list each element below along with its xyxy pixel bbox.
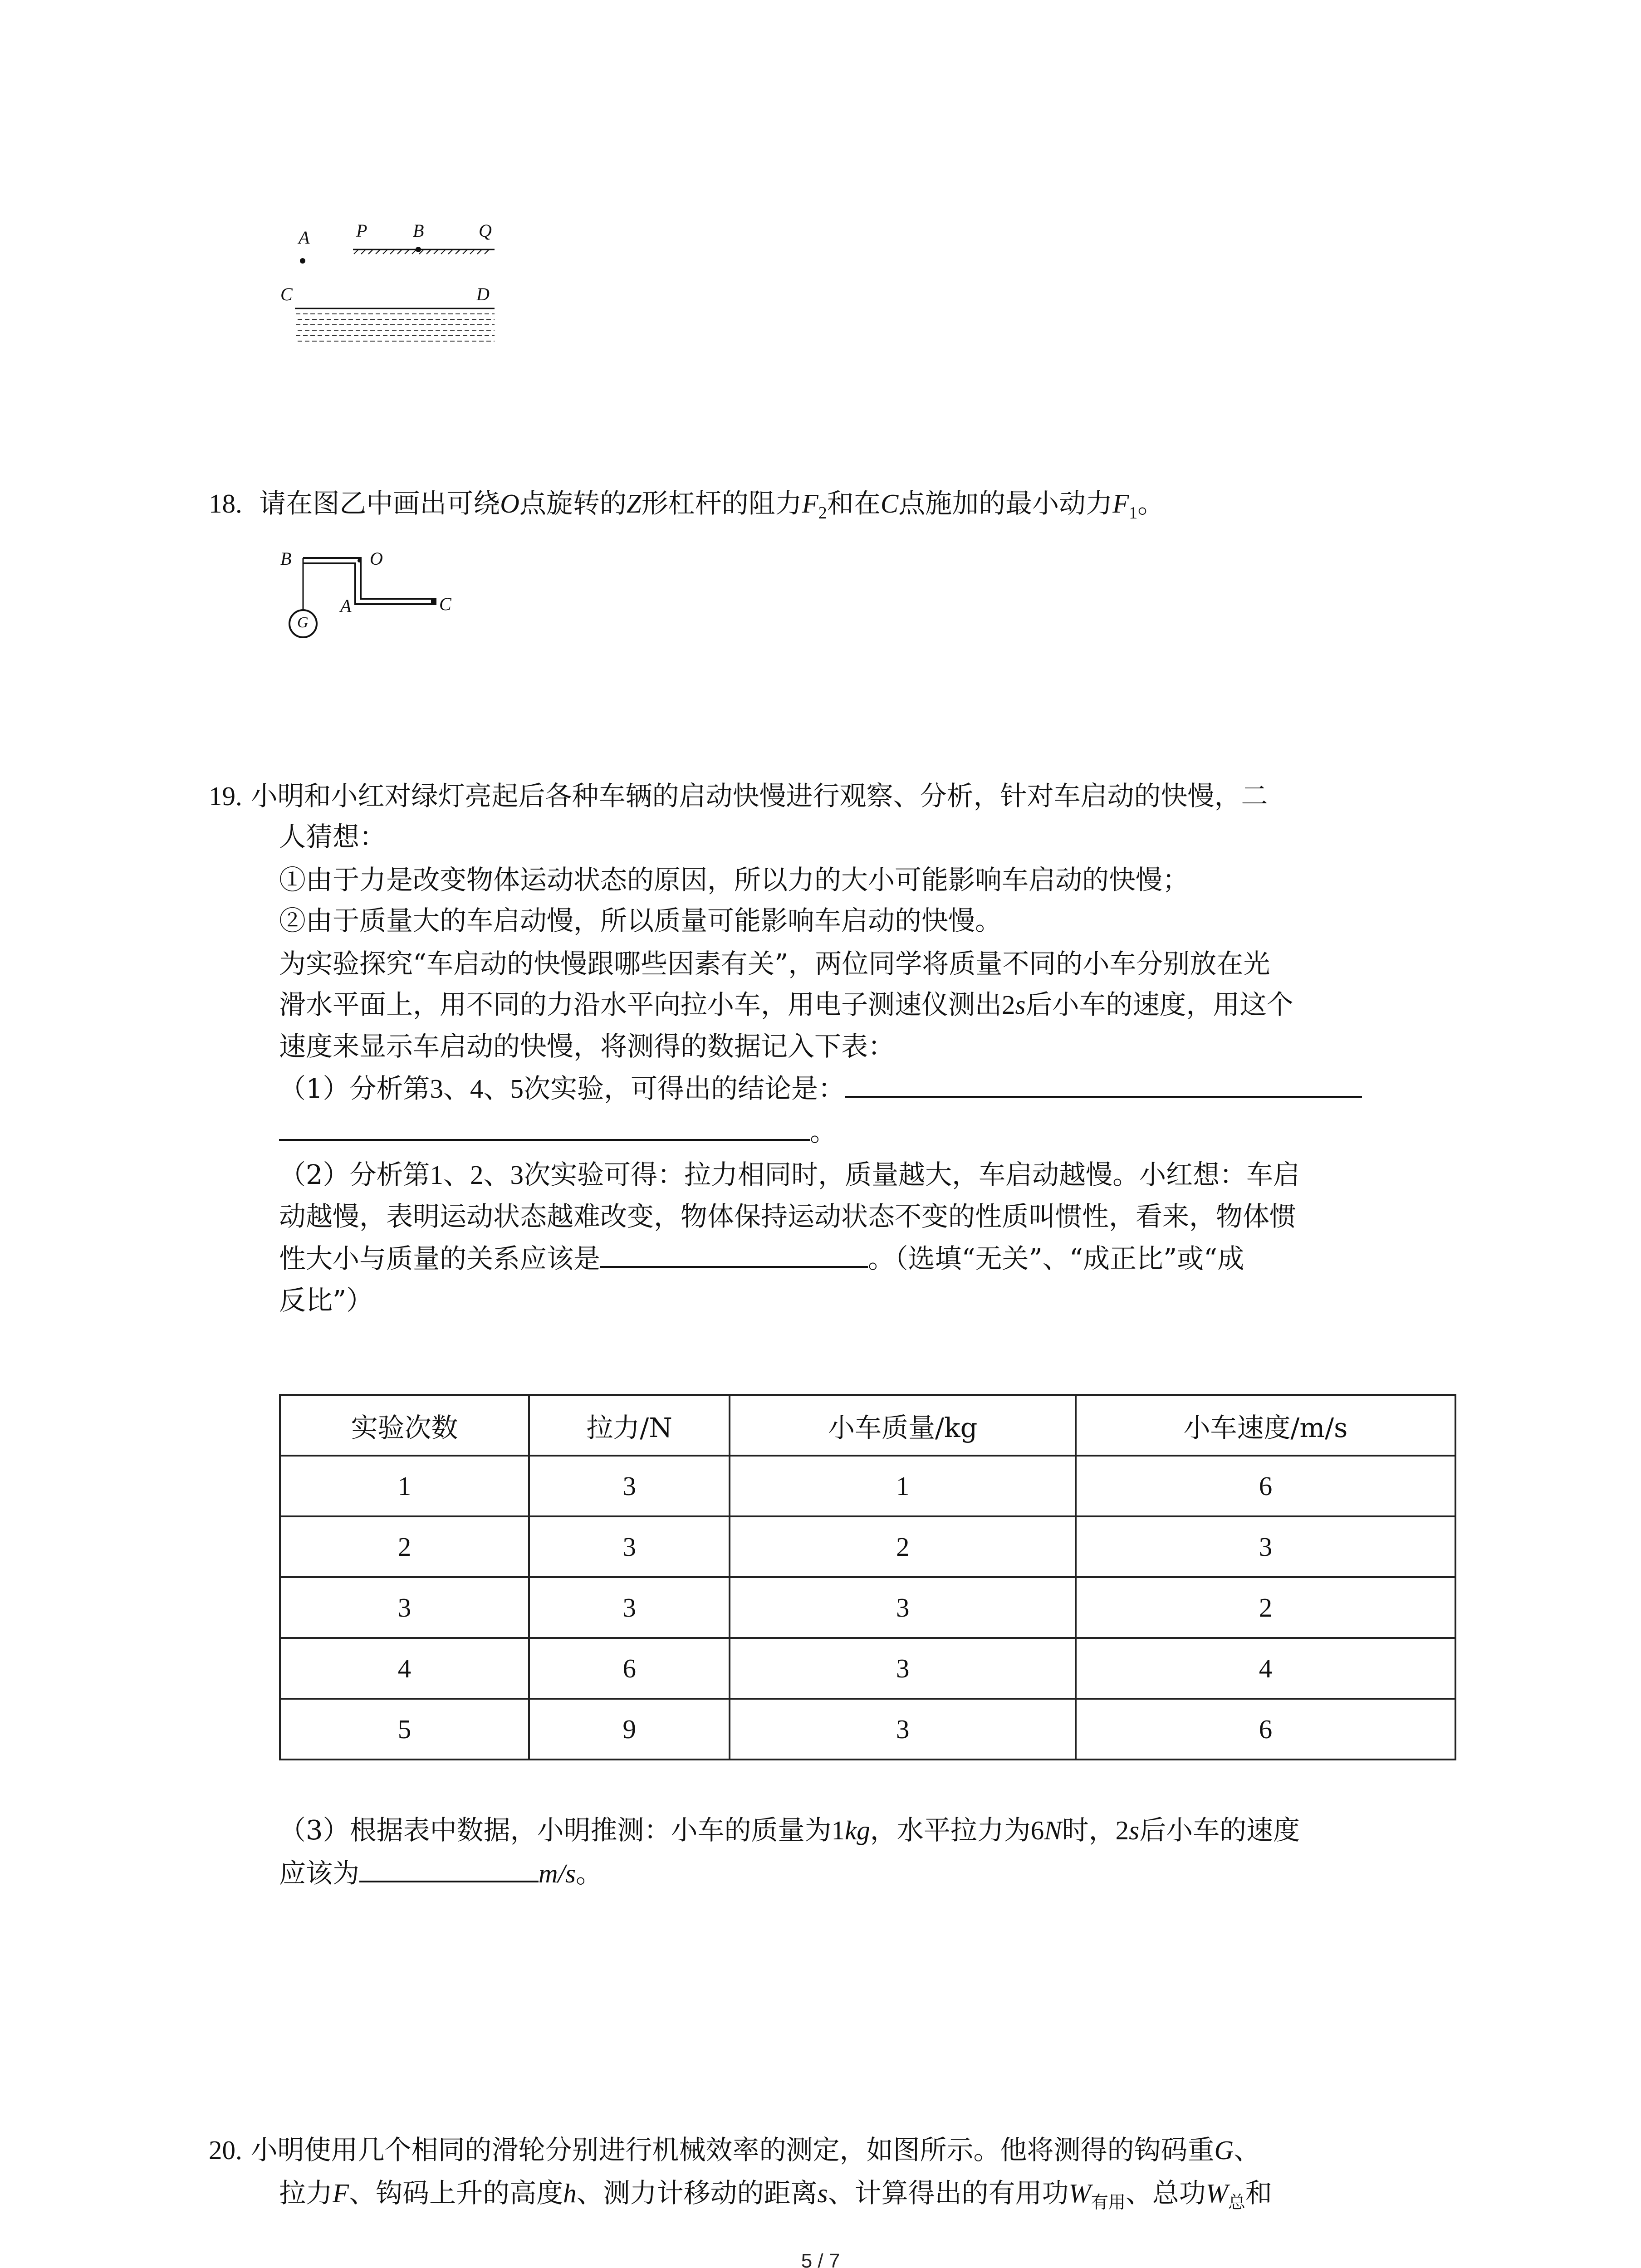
table-header-row [280,1395,1455,1456]
table-header: 拉力/N [529,1395,730,1456]
q19-text: ，水平拉力为 [870,1814,1031,1846]
q19-text: 次实验可得：拉力相同时，质量越大，车启动越慢。小红想：车启 [524,1159,1300,1190]
q19-text: 。 [810,1116,837,1147]
q20-text: 、 [1234,2134,1261,2165]
table-row [280,1577,1455,1638]
unit: kg [845,1815,870,1845]
table-cell: 5 [280,1699,529,1760]
table-cell: 6 [529,1638,730,1699]
table-cell: 9 [529,1699,730,1760]
table-cell: 3 [730,1699,1076,1760]
q19-text: 。（选填“无关”、“成正比”或“成 [868,1243,1244,1274]
q18-text: 和在 [827,488,881,519]
label-d: D [476,284,490,304]
q19-text: （3）根据表中数据，小明推测：小车的质量为 [279,1814,832,1846]
table-cell: 3 [730,1577,1076,1638]
point-a [300,258,305,264]
z-lever [303,558,436,604]
q19-text: 小明和小红对绿灯亮起后各种车辆的启动快慢进行观察、分析，针对车启动的快慢，二 [250,780,1268,811]
q19-part-3 [279,1810,1300,1851]
question-20-line2 [279,2173,1272,2223]
q20-text: 、测力计移动的距离 [576,2177,818,2209]
var-h: h [563,2178,577,2208]
table-cell: 3 [730,1638,1076,1699]
label-p: P [356,220,367,241]
var-s: s [817,2178,828,2208]
label-a: A [299,227,310,248]
label-b: B [413,220,424,241]
page-number: 5 / 7 [801,2250,840,2268]
q19-line [279,984,1293,1025]
q20-text: 和 [1245,2177,1272,2209]
subscript: 1 [1129,503,1138,523]
q18-text: 请在图乙中画出可绕 [259,488,500,519]
q18-text: 。 [1137,488,1165,519]
q19-part-1-cont [279,1111,837,1152]
q19-line: 速度来显示车启动的快慢，将测得的数据记入下表： [279,1031,895,1062]
q20-text: 、钩码上升的高度 [349,2177,563,2209]
point-b [416,247,421,252]
question-number: 19. [209,781,242,811]
var-f2: F [802,489,818,518]
lever-label-g: G [297,614,309,631]
mirror-figure [272,213,508,363]
water-body [296,314,495,341]
table-cell: 3 [529,1456,730,1516]
table-header: 小车速度/m/s [1076,1395,1455,1456]
q19-line [279,1238,1244,1279]
q19-line: 为实验探究“车启动的快慢跟哪些因素有关”，两位同学将质量不同的小车分别放在光 [279,948,1270,979]
table-cell: 4 [1076,1638,1455,1699]
q19-line: 动越慢，表明运动状态越难改变，物体保持运动状态不变的性质叫惯性，看来，物体惯 [279,1201,1297,1232]
q19-text: 性大小与质量的关系应该是 [279,1243,601,1274]
number: 2 [1002,990,1015,1020]
q19-guess-1: ①由于力是改变物体运动状态的原因，所以力的大小可能影响车启动的快慢； [279,864,1190,895]
q19-text: 后小车的速度，用这个 [1025,989,1293,1020]
q20-text: 小明使用几个相同的滑轮分别进行机械效率的测定，如图所示。他将测得的钩码重 [250,2134,1215,2165]
table-cell: 1 [280,1456,529,1516]
q19-part-3-cont [279,1853,603,1894]
subscript: 2 [818,503,827,523]
var-z: Z [626,489,642,518]
var-f1: F [1112,489,1129,518]
question-number: 18. [209,489,242,518]
label-c: C [280,284,293,304]
q19-line: 反比”） [279,1285,373,1316]
number: 3、4、5 [430,1074,524,1104]
q19-line: 人猜想： [279,821,387,852]
table-cell: 2 [280,1516,529,1577]
number: 1 [831,1815,845,1845]
q19-part-2 [279,1154,1300,1195]
answer-blank-3[interactable] [359,1853,539,1882]
q20-text: 拉力 [279,2177,333,2209]
question-number: 20. [209,2135,242,2165]
number: 2 [1115,1815,1129,1845]
lever-figure [272,540,481,644]
table-row [280,1516,1455,1577]
q19-text: 次实验，可得出的结论是： [524,1073,845,1104]
lever-label-o: O [370,548,383,569]
q19-part-1 [279,1068,1362,1109]
unit: s [1015,990,1026,1020]
lever-label-c: C [439,594,451,614]
table-cell: 6 [1076,1699,1455,1760]
table-cell: 3 [1076,1516,1455,1577]
var-c: C [880,489,899,518]
table-cell: 2 [730,1516,1076,1577]
var-w-total: W [1205,2178,1228,2208]
answer-blank-2[interactable] [600,1239,868,1268]
q19-guess-2: ②由于质量大的车启动慢，所以质量可能影响车启动的快慢。 [279,905,1002,936]
q18-text: 点施加的最小动力 [898,488,1113,519]
q19-text: 应该为 [279,1857,360,1889]
table-cell: 2 [1076,1577,1455,1638]
var-w-useful: W [1068,2178,1091,2208]
q20-text: 、总功 [1125,2177,1206,2209]
pivot-o [358,559,361,562]
q19-text: 滑水平面上，用不同的力沿水平向拉小车，用电子测速仪测出 [279,989,1002,1020]
q18-text: 形杠杆的阻力 [641,488,802,519]
q19-text: （2）分析第 [279,1159,430,1190]
answer-blank-1a[interactable] [845,1069,1362,1098]
lever-label-b: B [280,548,292,569]
table-header: 小车质量/kg [730,1395,1076,1456]
var-o: O [500,489,519,518]
subscript: 总 [1228,2192,1245,2212]
var-f: F [333,2178,349,2208]
table-cell: 4 [280,1638,529,1699]
unit: N [1044,1815,1062,1845]
table-cell: 3 [529,1516,730,1577]
subscript: 有用 [1091,2192,1126,2212]
table-row [280,1638,1455,1699]
var-g: G [1214,2135,1234,2165]
answer-blank-1b[interactable] [279,1112,810,1141]
table-row [280,1699,1455,1760]
number: 1、2、3 [430,1160,524,1190]
lever-end [431,598,436,605]
unit: s [1129,1815,1140,1845]
question-19-line1 [209,776,1268,816]
q19-text: （1）分析第 [279,1073,430,1104]
label-q: Q [479,220,492,241]
question-18 [209,483,1164,533]
q19-text: 。 [575,1857,603,1889]
q20-text: 、计算得出的有用功 [828,2177,1069,2209]
q18-text: 点旋转的 [519,488,627,519]
q19-text: 时， [1062,1814,1116,1846]
table-cell: 6 [1076,1456,1455,1516]
table-cell: 3 [529,1577,730,1638]
table-header: 实验次数 [280,1395,529,1456]
lever-label-a: A [340,596,352,616]
q19-text: 后小车的速度 [1139,1814,1300,1846]
experiment-table [279,1394,1456,1760]
unit: m/s [539,1858,576,1888]
table-row [280,1456,1455,1516]
question-20-line1 [209,2130,1260,2170]
table-cell: 1 [730,1456,1076,1516]
number: 6 [1030,1815,1044,1845]
table-cell: 3 [280,1577,529,1638]
